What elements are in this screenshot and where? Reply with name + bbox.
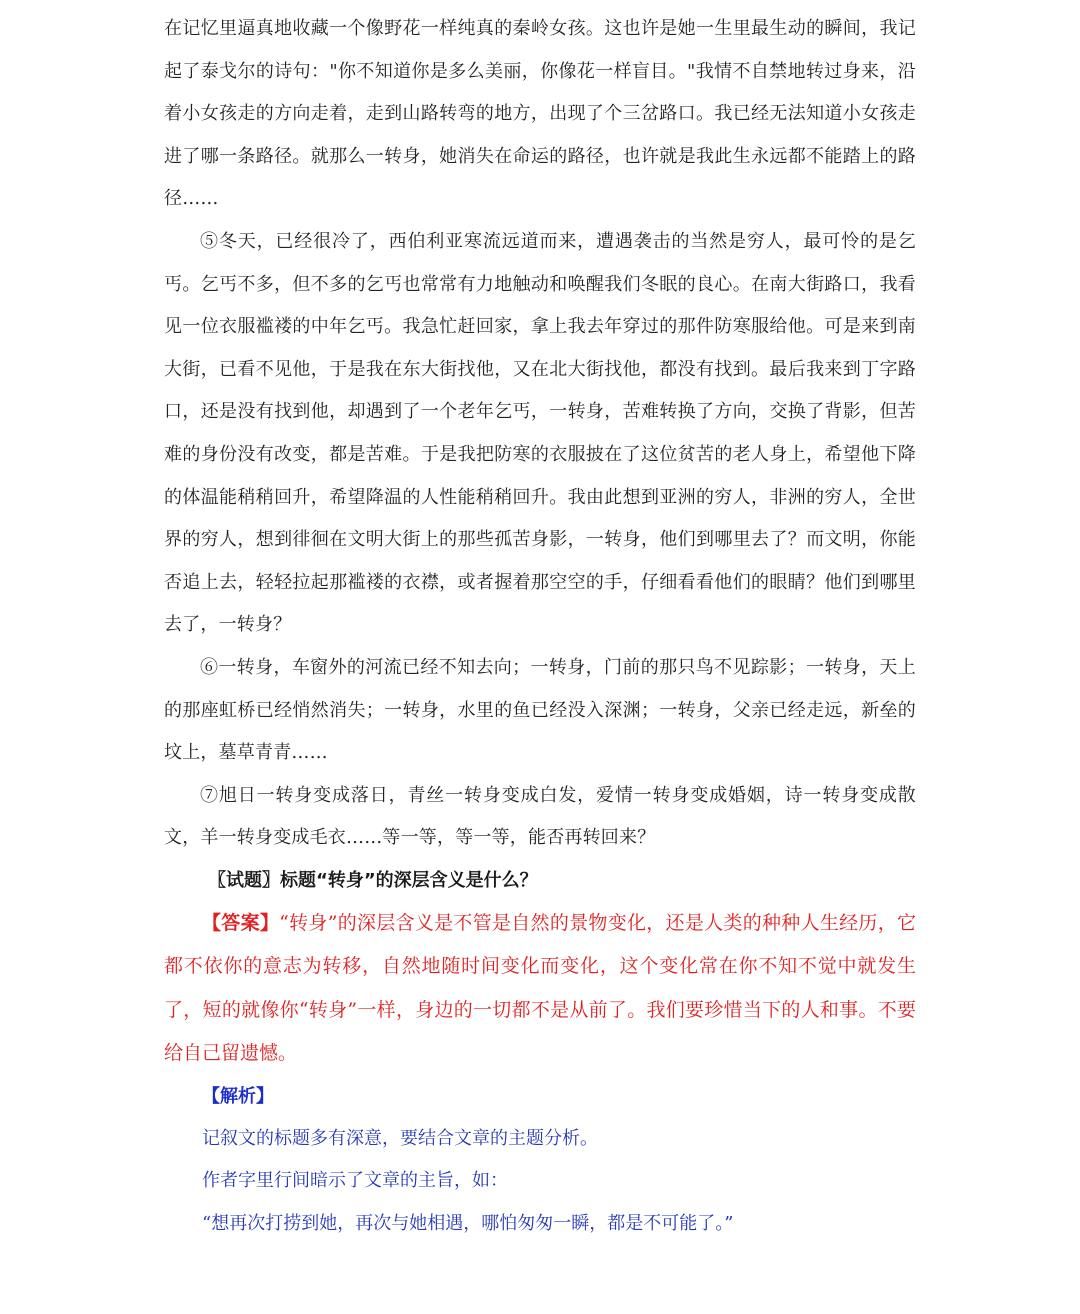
paragraph-4-continuation: 在记忆里逼真地收藏一个像野花一样纯真的秦岭女孩。这也许是她一生里最生动的瞬间，我记起了泰戈尔的诗句："你不知道你是多么美丽，你像花一样盲目。"我情不自禁地转过身来，沿着小女孩走的方向走着，走到山路转弯的地方，出现了个三岔路口。我已经无法知道小女孩走进了哪一条路径。就那么一转身，她消失在命运的路径，也许就是我此生永远都不能踏上的路径……: [164, 18, 916, 210]
answer-text: “转身”的深层含义是不管是自然的景物变化，还是人类的种种人生经历，它都不依你的意志为转移，自然地随时间变化而变化，这个变化常在你不知不觉中就发生了，短的就像你“转身”一样，身边的一切都不是从前了。我们要珍惜当下的人和事。不要给自己留遗憾。: [164, 911, 916, 1065]
analysis-quote: “想再次打捞到她，再次与她相遇，哪怕匆匆一瞬，都是不可能了。”: [202, 1212, 734, 1234]
paragraph-6: ⑥一转身，车窗外的河流已经不知去向；一转身，门前的那只鸟不见踪影；一转身，天上的那座虹桥已经悄然消失；一转身，水里的鱼已经没入深渊；一转身，父亲已经走远，新垒的坟上，墓草青青……: [164, 656, 916, 764]
paragraph-5: ⑤冬天，已经很冷了，西伯利亚寒流远道而来，遭遇袭击的当然是穷人，最可怜的是乞丐。乞丐不多，但不多的乞丐也常常有力地触动和唤醒我们冬眠的良心。在南大街路口，我看见一位衣服褴褛的中年乞丐。我急忙赶回家，拿上我去年穿过的那件防寒服给他。可是来到南大街，已看不见他，于是我在东大街找他，又在北大街找他，都没有找到。最后我来到丁字路口，还是没有找到他，却遇到了一个老年乞丐，一转身，苦难转换了方向，交换了背影，但苦难的身份没有改变，都是苦难。于是我把防寒的衣服披在了这位贫苦的老人身上，希望他下降的体温能稍稍回升，希望降温的人性能稍稍回升。我由此想到亚洲的穷人，非洲的穷人，全世界的穷人，想到徘徊在文明大街上的那些孤苦身影，一转身，他们到哪里去了？而文明，你能否追上去，轻轻拉起那褴褛的衣襟，或者握着那空空的手，仔细看看他们的眼睛？他们到哪里去了，一转身？: [164, 230, 916, 636]
analysis-tag: 【解析】: [202, 1085, 274, 1107]
document-page: [164, 8, 916, 1245]
analysis-line-1: 记叙文的标题多有深意，要结合文章的主题分析。: [202, 1127, 598, 1149]
paragraph-7: ⑦旭日一转身变成落日，青丝一转身变成白发，爱情一转身变成婚姻，诗一转身变成散文，羊一转身变成毛衣……等一等，等一等，能否再转回来？: [164, 784, 916, 849]
answer-block: [164, 902, 916, 1076]
analysis-line-2: 作者字里行间暗示了文章的主旨，如：: [202, 1170, 508, 1192]
question-prompt: 〖试题〗标题“转身”的深层含义是什么？: [208, 869, 538, 891]
answer-tag: 【答案】: [202, 911, 280, 934]
